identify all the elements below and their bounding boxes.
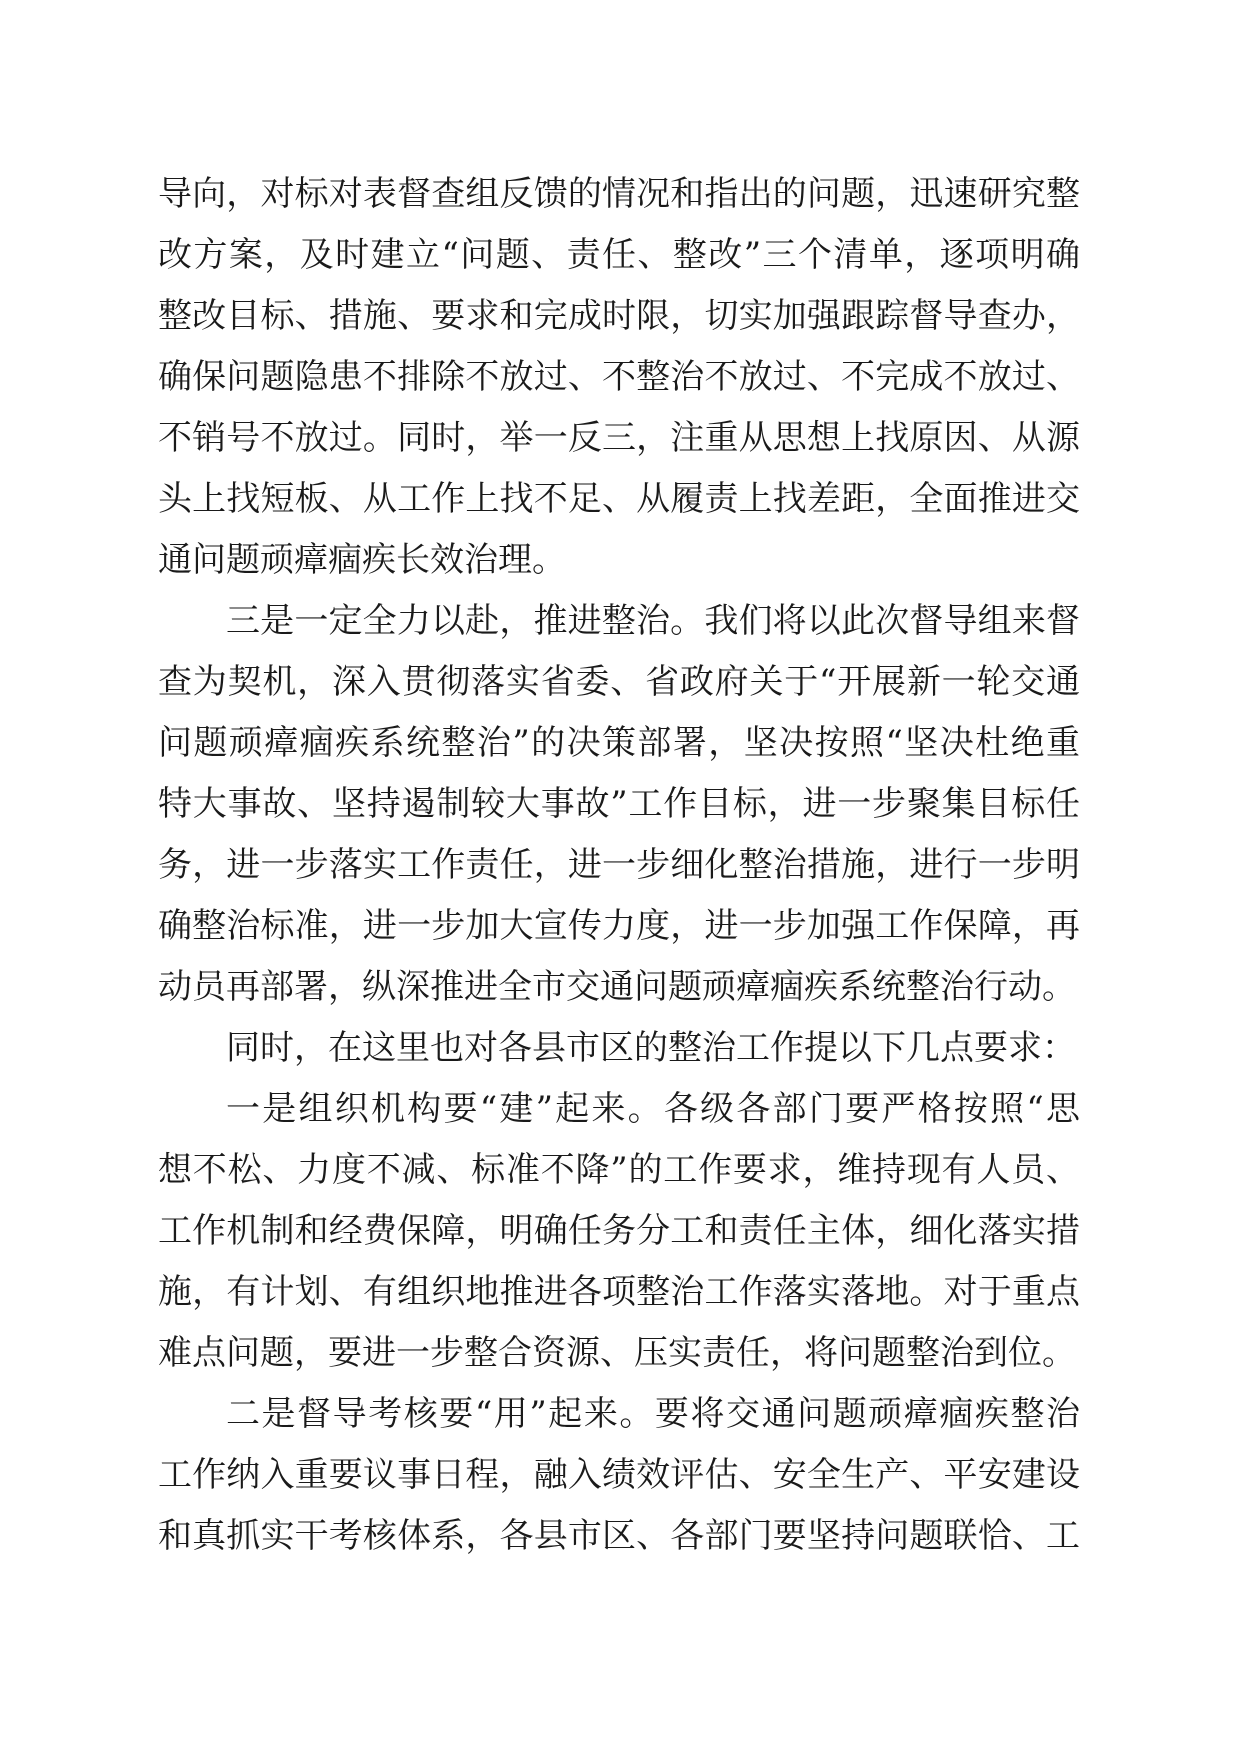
text-line-12: 务，进一步落实工作责任，进一步细化整治措施，进行一步明 <box>158 845 1080 885</box>
text-line-20: 难点问题，要进一步整合资源、压实责任，将问题整治到位。 <box>158 1333 1076 1373</box>
text-line-17: 想不松、力度不减、标准不降”的工作要求，维持现有人员、 <box>158 1150 1080 1190</box>
text-line-19: 施，有计划、有组织地推进各项整治工作落实落地。对于重点 <box>158 1272 1080 1312</box>
text-line-6: 头上找短板、从工作上找不足、从履责上找差距，全面推进交 <box>158 479 1080 519</box>
text-line-14: 动员再部署，纵深推进全市交通问题顽瘴痼疾系统整治行动。 <box>158 967 1076 1007</box>
text-line-10: 问题顽瘴痼疾系统整治”的决策部署，坚决按照“坚决杜绝重 <box>158 723 1080 763</box>
text-line-3: 整改目标、措施、要求和完成时限，切实加强跟踪督导查办， <box>158 296 1080 336</box>
text-line-22: 工作纳入重要议事日程，融入绩效评估、安全生产、平安建设 <box>158 1455 1080 1495</box>
text-line-21: 二是督导考核要“用”起来。要将交通问题顽瘴痼疾整治 <box>226 1394 1080 1434</box>
text-line-11: 特大事故、坚持遏制较大事故”工作目标，进一步聚集目标任 <box>158 784 1080 824</box>
text-line-2: 改方案，及时建立“问题、责任、整改”三个清单，逐项明确 <box>158 235 1080 275</box>
text-line-5: 不销号不放过。同时，举一反三，注重从思想上找原因、从源 <box>158 418 1080 458</box>
text-line-9: 查为契机，深入贯彻落实省委、省政府关于“开展新一轮交通 <box>158 662 1080 702</box>
text-line-7: 通问题顽瘴痼疾长效治理。 <box>158 540 566 580</box>
text-line-8: 三是一定全力以赴，推进整治。我们将以此次督导组来督 <box>226 601 1080 641</box>
text-line-23: 和真抓实干考核体系，各县市区、各部门要坚持问题联恰、工 <box>158 1516 1080 1556</box>
text-line-15: 同时，在这里也对各县市区的整治工作提以下几点要求： <box>226 1028 1076 1068</box>
text-line-16: 一是组织机构要“建”起来。各级各部门要严格按照“思 <box>226 1089 1080 1129</box>
text-line-1: 导向，对标对表督查组反馈的情况和指出的问题，迅速研究整 <box>158 174 1080 214</box>
text-line-18: 工作机制和经费保障，明确任务分工和责任主体，细化落实措 <box>158 1211 1080 1251</box>
text-line-4: 确保问题隐患不排除不放过、不整治不放过、不完成不放过、 <box>158 357 1080 397</box>
text-line-13: 确整治标准，进一步加大宣传力度，进一步加强工作保障，再 <box>158 906 1080 946</box>
body-text <box>158 164 1080 1567</box>
